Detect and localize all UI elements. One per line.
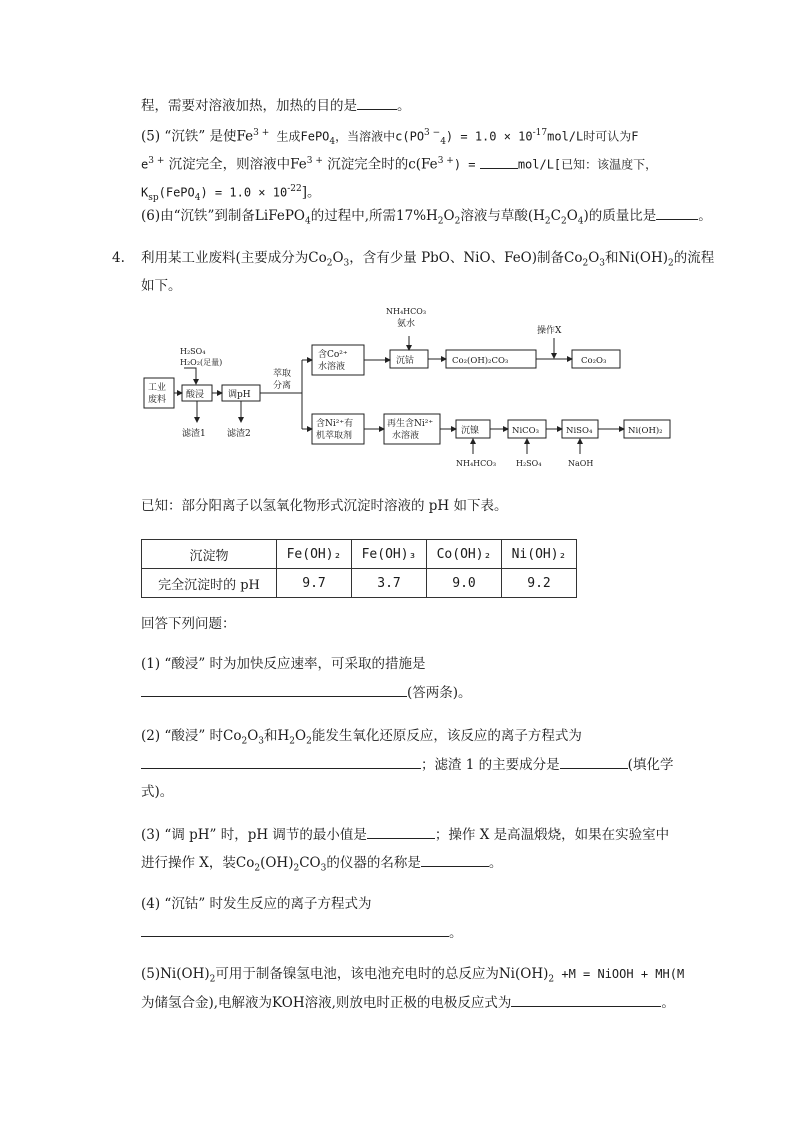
table-cell: Fe(OH)₂ bbox=[277, 540, 352, 569]
text: O bbox=[332, 250, 344, 266]
text: 沉淀完全时的c(Fe bbox=[322, 156, 438, 173]
text: 和Ni(OH) bbox=[605, 250, 669, 266]
text: (3) “调 pH” 时，pH 调节的最小值是 bbox=[141, 827, 367, 843]
text: 可用于制备镍氢电池，该电池充电时的总反应为Ni(OH) bbox=[215, 966, 549, 982]
sub: 2 bbox=[582, 258, 589, 269]
sub: 2 bbox=[289, 736, 296, 747]
sub: 3 bbox=[258, 736, 265, 747]
label-ni-org-1: 含Ni²⁺有 bbox=[316, 419, 354, 429]
text: +M = NiOOH + MH(M bbox=[554, 967, 685, 981]
text: ]。 bbox=[301, 184, 321, 201]
arrow bbox=[184, 368, 196, 384]
text: 为储氢合金),电解液为KOH溶液,则放电时正极的电极反应式为 bbox=[141, 995, 512, 1011]
label-ni-regen-1: 再生含Ni²⁺ bbox=[387, 419, 434, 429]
text: ，当溶液中c(PO bbox=[335, 129, 425, 144]
sub: 4 bbox=[194, 193, 201, 204]
text: ) = bbox=[453, 157, 476, 172]
q3-line-heating bbox=[141, 95, 411, 116]
answer-blank[interactable] bbox=[480, 154, 518, 169]
table-cell: 9.7 bbox=[277, 569, 352, 598]
text: C bbox=[550, 208, 561, 224]
text: 沉淀完全，则溶液中Fe bbox=[164, 156, 307, 173]
text: (6)由“沉铁”到制备LiFePO bbox=[141, 208, 305, 224]
answer-blank[interactable] bbox=[656, 205, 698, 220]
sub: 3 bbox=[320, 863, 327, 874]
label-op-x: 操作X bbox=[537, 326, 562, 336]
label-nh4hco3-bottom: NH₄HCO₃ bbox=[456, 459, 497, 468]
text: 进行操作 X，装Co bbox=[141, 855, 255, 871]
sub: 2 bbox=[241, 736, 248, 747]
label-co-sol-2: 水溶液 bbox=[318, 362, 346, 372]
sup: -22 bbox=[287, 184, 302, 194]
answer-blank[interactable] bbox=[560, 754, 628, 769]
table-cell: 9.0 bbox=[427, 569, 502, 598]
answer-blank[interactable] bbox=[141, 754, 421, 769]
label-niso4: NiSO₄ bbox=[566, 426, 593, 436]
text: 已知：部分阳离子以氢氧化物形式沉淀时溶液的 pH 如下表。 bbox=[141, 498, 508, 514]
sub: 3 bbox=[599, 258, 606, 269]
q4-sub2-line2 bbox=[141, 754, 673, 775]
text: O bbox=[566, 208, 578, 224]
label-h2so4-bottom: H₂SO₄ bbox=[516, 459, 542, 468]
label-ni-org-2: 机萃取剂 bbox=[316, 431, 353, 441]
sub: 4 bbox=[329, 137, 336, 148]
text: 溶液与草酸(H bbox=[460, 208, 545, 224]
sub: 4 bbox=[304, 216, 311, 227]
text: mol/L[已知：该温度下， bbox=[517, 157, 658, 172]
sub: 2 bbox=[668, 258, 674, 269]
label-naoh: NaOH bbox=[568, 459, 594, 468]
text: (OH) bbox=[260, 855, 294, 871]
table-header-row bbox=[142, 540, 577, 569]
sup: 3 + bbox=[148, 156, 165, 166]
text: mol/L时可认为F bbox=[547, 129, 639, 144]
text: 和H bbox=[264, 728, 290, 744]
ph-table bbox=[141, 539, 577, 598]
q4-stem-line1 bbox=[141, 248, 714, 274]
label-nico3: NiCO₃ bbox=[512, 426, 540, 436]
q4-sub4-line2 bbox=[141, 922, 463, 943]
answer-blank[interactable] bbox=[357, 95, 397, 110]
text: (4) “沉钴” 时发生反应的离子方程式为 bbox=[141, 896, 372, 912]
sup: 3 − bbox=[424, 128, 441, 138]
text: 。 bbox=[449, 925, 463, 941]
q3-sub5-line1 bbox=[141, 123, 638, 152]
text: O bbox=[588, 250, 600, 266]
label-residue1: 滤渣1 bbox=[182, 429, 206, 439]
table-cell: Ni(OH)₂ bbox=[502, 540, 577, 569]
sub: sp bbox=[148, 193, 159, 204]
text: 的过程中,所需17%H bbox=[310, 208, 438, 224]
text: 程，需要对溶液加热，加热的目的是 bbox=[141, 98, 357, 114]
q4-sub2-line3 bbox=[141, 782, 173, 802]
answer-blank[interactable] bbox=[421, 852, 489, 867]
label-adjust-ph: 调pH bbox=[228, 390, 251, 400]
sup: 3 + bbox=[437, 156, 454, 166]
label-waste-1: 工业 bbox=[148, 383, 167, 393]
sub: 2 bbox=[454, 216, 461, 227]
label-h2o2: H₂O₂(足量) bbox=[180, 358, 223, 367]
q3-sub6-line bbox=[141, 205, 712, 232]
label-precip-co: 沉钴 bbox=[396, 356, 415, 366]
text: (答两条)。 bbox=[407, 685, 472, 701]
text: e bbox=[141, 157, 149, 172]
text: (填化学 bbox=[627, 757, 674, 773]
label-ni-regen-2: 水溶液 bbox=[392, 431, 420, 441]
text: 4. bbox=[112, 250, 125, 266]
text: (5)Ni(OH) bbox=[141, 966, 210, 982]
text: 能发生氧化还原反应，该反应的离子方程式为 bbox=[311, 728, 582, 744]
q4-sub4-line1 bbox=[141, 894, 372, 914]
label-waste-2: 废料 bbox=[148, 395, 167, 405]
sub: 2 bbox=[306, 736, 312, 747]
label-precip-ni: 沉镍 bbox=[461, 426, 480, 436]
text: ) = 1.0 × 10 bbox=[445, 129, 533, 144]
q4-number bbox=[112, 248, 125, 268]
text: ，含有少量 PbO、NiO、FeO)制备Co bbox=[349, 250, 583, 266]
table-row bbox=[142, 569, 577, 598]
text: ) = 1.0 × 10 bbox=[200, 185, 288, 200]
process-flow-diagram bbox=[140, 298, 680, 474]
q3-sub5-line3 bbox=[141, 179, 320, 208]
text: O bbox=[443, 208, 455, 224]
text: ；滤渣 1 的主要成分是 bbox=[421, 757, 560, 773]
q4-sub5-line1 bbox=[141, 964, 684, 990]
table-cell: Fe(OH)₃ bbox=[352, 540, 427, 569]
text: (2) “酸浸” 时Co bbox=[141, 728, 242, 744]
answer-blank[interactable] bbox=[141, 922, 449, 937]
table-cell: 沉淀物 bbox=[142, 540, 277, 569]
text: O bbox=[247, 728, 259, 744]
text: (1) “酸浸” 时为加快反应速率，可采取的措施是 bbox=[141, 656, 426, 672]
answer-blank[interactable] bbox=[141, 682, 407, 697]
label-h2so4: H₂SO₄ bbox=[180, 347, 206, 356]
text: 的流程 bbox=[673, 250, 715, 266]
q3-sub5-line2 bbox=[141, 151, 657, 175]
q4-answer-prompt bbox=[141, 614, 236, 634]
sub: 2 bbox=[548, 974, 555, 985]
text: 利用某工业废料(主要成分为Co bbox=[141, 250, 327, 266]
text: 的仪器的名称是 bbox=[326, 855, 421, 871]
text: )的质量比是 bbox=[583, 208, 657, 224]
text: 生成FePO bbox=[269, 129, 330, 144]
sub: 2 bbox=[209, 974, 216, 985]
text: (FePO bbox=[158, 185, 195, 200]
q4-sub5-line2 bbox=[141, 992, 675, 1013]
text: K bbox=[141, 185, 149, 200]
q4-sub1-line1 bbox=[141, 654, 426, 674]
text: CO bbox=[299, 855, 321, 871]
label-ammonia: 氨水 bbox=[397, 319, 416, 329]
label-co-product: Co₂(OH)₂CO₃ bbox=[452, 356, 509, 366]
q4-sub3-line1 bbox=[141, 824, 669, 845]
text: (5) “沉铁” 是使Fe bbox=[141, 128, 254, 145]
table-cell: 9.2 bbox=[502, 569, 577, 598]
text: 如下。 bbox=[141, 278, 182, 294]
q4-known-text bbox=[141, 496, 508, 516]
label-extract-2: 分离 bbox=[273, 381, 292, 391]
text: 。 bbox=[397, 98, 411, 114]
text: 回答下列问题： bbox=[141, 616, 236, 632]
label-co2o3: Co₂O₃ bbox=[581, 356, 607, 366]
label-residue2: 滤渣2 bbox=[227, 429, 251, 439]
table-cell: 完全沉淀时的 pH bbox=[142, 569, 277, 598]
sub: 2 bbox=[293, 863, 300, 874]
label-nh4hco3-top: NH₄HCO₃ bbox=[386, 307, 427, 316]
q4-sub1-line2 bbox=[141, 682, 472, 703]
label-acid-leach: 酸浸 bbox=[186, 390, 205, 400]
text: O bbox=[295, 728, 307, 744]
sub: 2 bbox=[326, 258, 333, 269]
sub: 2 bbox=[560, 216, 567, 227]
sup: 3 + bbox=[253, 128, 270, 138]
text: 式)。 bbox=[141, 784, 174, 800]
sub: 2 bbox=[544, 216, 551, 227]
label-co-sol-1: 含Co²⁺ bbox=[318, 350, 348, 360]
q4-stem-line2 bbox=[141, 276, 182, 296]
sub: 3 bbox=[343, 258, 350, 269]
text: ；操作 X 是高温煅烧，如果在实验室中 bbox=[434, 827, 670, 843]
sup: -17 bbox=[532, 128, 548, 138]
text: 。 bbox=[698, 208, 712, 224]
table-cell: Co(OH)₂ bbox=[427, 540, 502, 569]
sub: 4 bbox=[577, 216, 584, 227]
table-cell: 3.7 bbox=[352, 569, 427, 598]
sub: 4 bbox=[440, 137, 446, 148]
q4-sub3-line2 bbox=[141, 852, 502, 879]
sub: 2 bbox=[254, 863, 261, 874]
answer-blank[interactable] bbox=[511, 992, 661, 1007]
label-extract-1: 萃取 bbox=[273, 369, 292, 379]
text: 。 bbox=[661, 995, 675, 1011]
answer-blank[interactable] bbox=[367, 824, 435, 839]
q4-sub2-line1 bbox=[141, 726, 582, 752]
sup: 3 + bbox=[306, 156, 323, 166]
sub: 2 bbox=[437, 216, 444, 227]
text: 。 bbox=[488, 855, 503, 871]
label-nioh2: Ni(OH)₂ bbox=[628, 426, 663, 436]
